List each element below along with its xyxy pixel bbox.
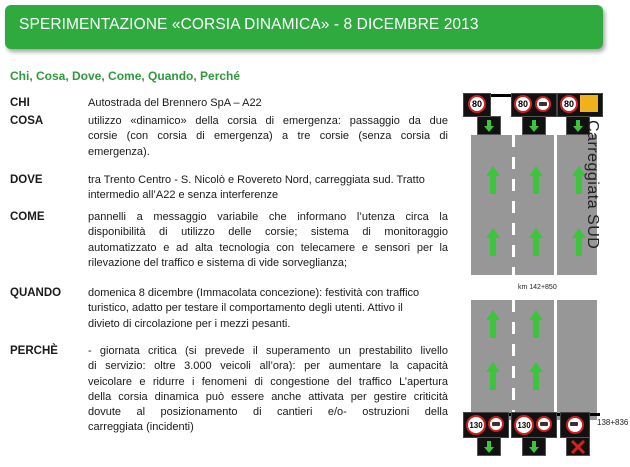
row-label: PERCHÈ xyxy=(10,345,58,357)
lane-closed-indicator xyxy=(566,437,590,456)
speed-limit-sign: 80 xyxy=(514,95,532,113)
emergency-lane-line xyxy=(554,135,557,275)
row-line: pannelli a messaggio variabile che informano l’utenza circa la xyxy=(88,211,448,223)
row-line: carreggiata (incidenti) xyxy=(88,421,194,434)
row-quando xyxy=(10,286,448,334)
lane-up-arrow-icon xyxy=(529,228,543,256)
row-text xyxy=(88,344,448,436)
lane-up-arrow-icon xyxy=(529,310,543,338)
row-text xyxy=(88,96,448,111)
no-overtaking-sign xyxy=(535,96,551,112)
row-chi xyxy=(10,96,448,112)
row-line: della corsia dinamica può essere anche attivata per gestire criticità xyxy=(88,390,448,403)
speed-limit-sign: 80 xyxy=(468,95,486,113)
row-perche xyxy=(10,344,448,440)
row-line: turistico, adatto per testare il comportamento degli utenti. Attivo il xyxy=(88,302,403,315)
km-marker-mid: km 142+850 xyxy=(518,284,557,291)
row-line: di servizio: oltre 3.000 veicoli all’ora): per aumentare la capacità xyxy=(88,360,448,373)
row-text xyxy=(88,210,448,271)
row-line: dovute al posizionamento di cantieri e/o- ostruzioni della xyxy=(88,406,448,419)
arrow-down-icon xyxy=(529,120,539,132)
row-dove xyxy=(10,173,448,205)
red-cross-icon xyxy=(571,440,585,454)
row-line: intermedio all’A22 e senza interferenze xyxy=(88,189,279,202)
row-line: Autostrada del Brennero SpA – A22 xyxy=(88,97,262,109)
row-text xyxy=(88,173,448,204)
no-transit-sign xyxy=(566,416,584,434)
title-bar xyxy=(5,5,603,49)
row-line: divieto di circolazione per i mezzi pesanti. xyxy=(88,317,291,330)
row-label: DOVE xyxy=(10,174,43,186)
lane-up-arrow-icon xyxy=(486,166,500,194)
lane-arrow-indicator xyxy=(522,437,546,456)
row-line: emergenza). xyxy=(88,145,150,158)
lane-divider xyxy=(512,135,515,275)
row-label: CHI xyxy=(10,97,30,109)
row-come xyxy=(10,210,448,274)
km-marker-bottom: 138+836 xyxy=(597,418,629,427)
row-text xyxy=(88,286,448,332)
row-text xyxy=(88,114,448,160)
row-line: rilevazione del traffico e sistema di vide sorveglianza; xyxy=(88,256,348,269)
lane-arrow-indicator xyxy=(522,116,546,135)
row-line: automatizzato e ad alta tecnologia con telecamere e sensori per la xyxy=(88,241,448,254)
row-line: disponibilità di utilizzo delle corsie; sistema di monitoraggio xyxy=(88,226,448,239)
row-line: tra Trento Centro - S. Nicolò e Rovereto Nord, carreggiata sud. Tratto xyxy=(88,174,425,186)
lane-arrow-indicator xyxy=(477,437,501,456)
arrow-down-icon xyxy=(484,441,494,453)
lane-up-arrow-icon xyxy=(486,362,500,390)
row-label: COSA xyxy=(10,115,44,127)
page-title: SPERIMENTAZIONE «CORSIA DINAMICA» - 8 DICEMBRE 2013 xyxy=(19,16,479,33)
row-label: COME xyxy=(10,211,45,223)
lane-arrow-indicator xyxy=(477,116,501,135)
lane-up-arrow-icon xyxy=(529,362,543,390)
row-line: - giornata critica (si prevede il superamento un prestabilito livello xyxy=(88,345,448,357)
section-subtitle: Chi, Cosa, Dove, Come, Quando, Perché xyxy=(10,69,241,83)
arrow-down-icon xyxy=(529,441,539,453)
no-overtaking-sign xyxy=(488,416,504,432)
row-label: QUANDO xyxy=(10,287,62,299)
emergency-lane-line xyxy=(554,300,557,420)
no-overtaking-sign xyxy=(536,416,552,432)
lane-up-arrow-icon xyxy=(529,166,543,194)
lane-warning-sign xyxy=(580,95,598,112)
row-line: domenica 8 dicembre (Immacolata concezione): festività con traffico xyxy=(88,287,420,299)
speed-limit-sign: 130 xyxy=(514,415,534,435)
lane-up-arrow-icon xyxy=(486,228,500,256)
row-cosa xyxy=(10,114,448,162)
row-line: utilizzo «dinamico» della corsia di emergenza: passaggio da due xyxy=(88,115,448,127)
row-line: veicolare e ridurre i fenomeni di congestione del traffico L’apertura xyxy=(88,375,448,388)
arrow-down-icon xyxy=(484,120,494,132)
speed-limit-sign: 130 xyxy=(466,415,486,435)
lane-up-arrow-icon xyxy=(486,310,500,338)
carriageway-label: Carreggiata SUD xyxy=(584,120,601,250)
lane-divider xyxy=(512,300,515,420)
speed-limit-sign: 80 xyxy=(560,95,578,113)
row-line: corsie (con corsia di emergenza) a tre corsie (senza corsia di xyxy=(88,130,448,143)
